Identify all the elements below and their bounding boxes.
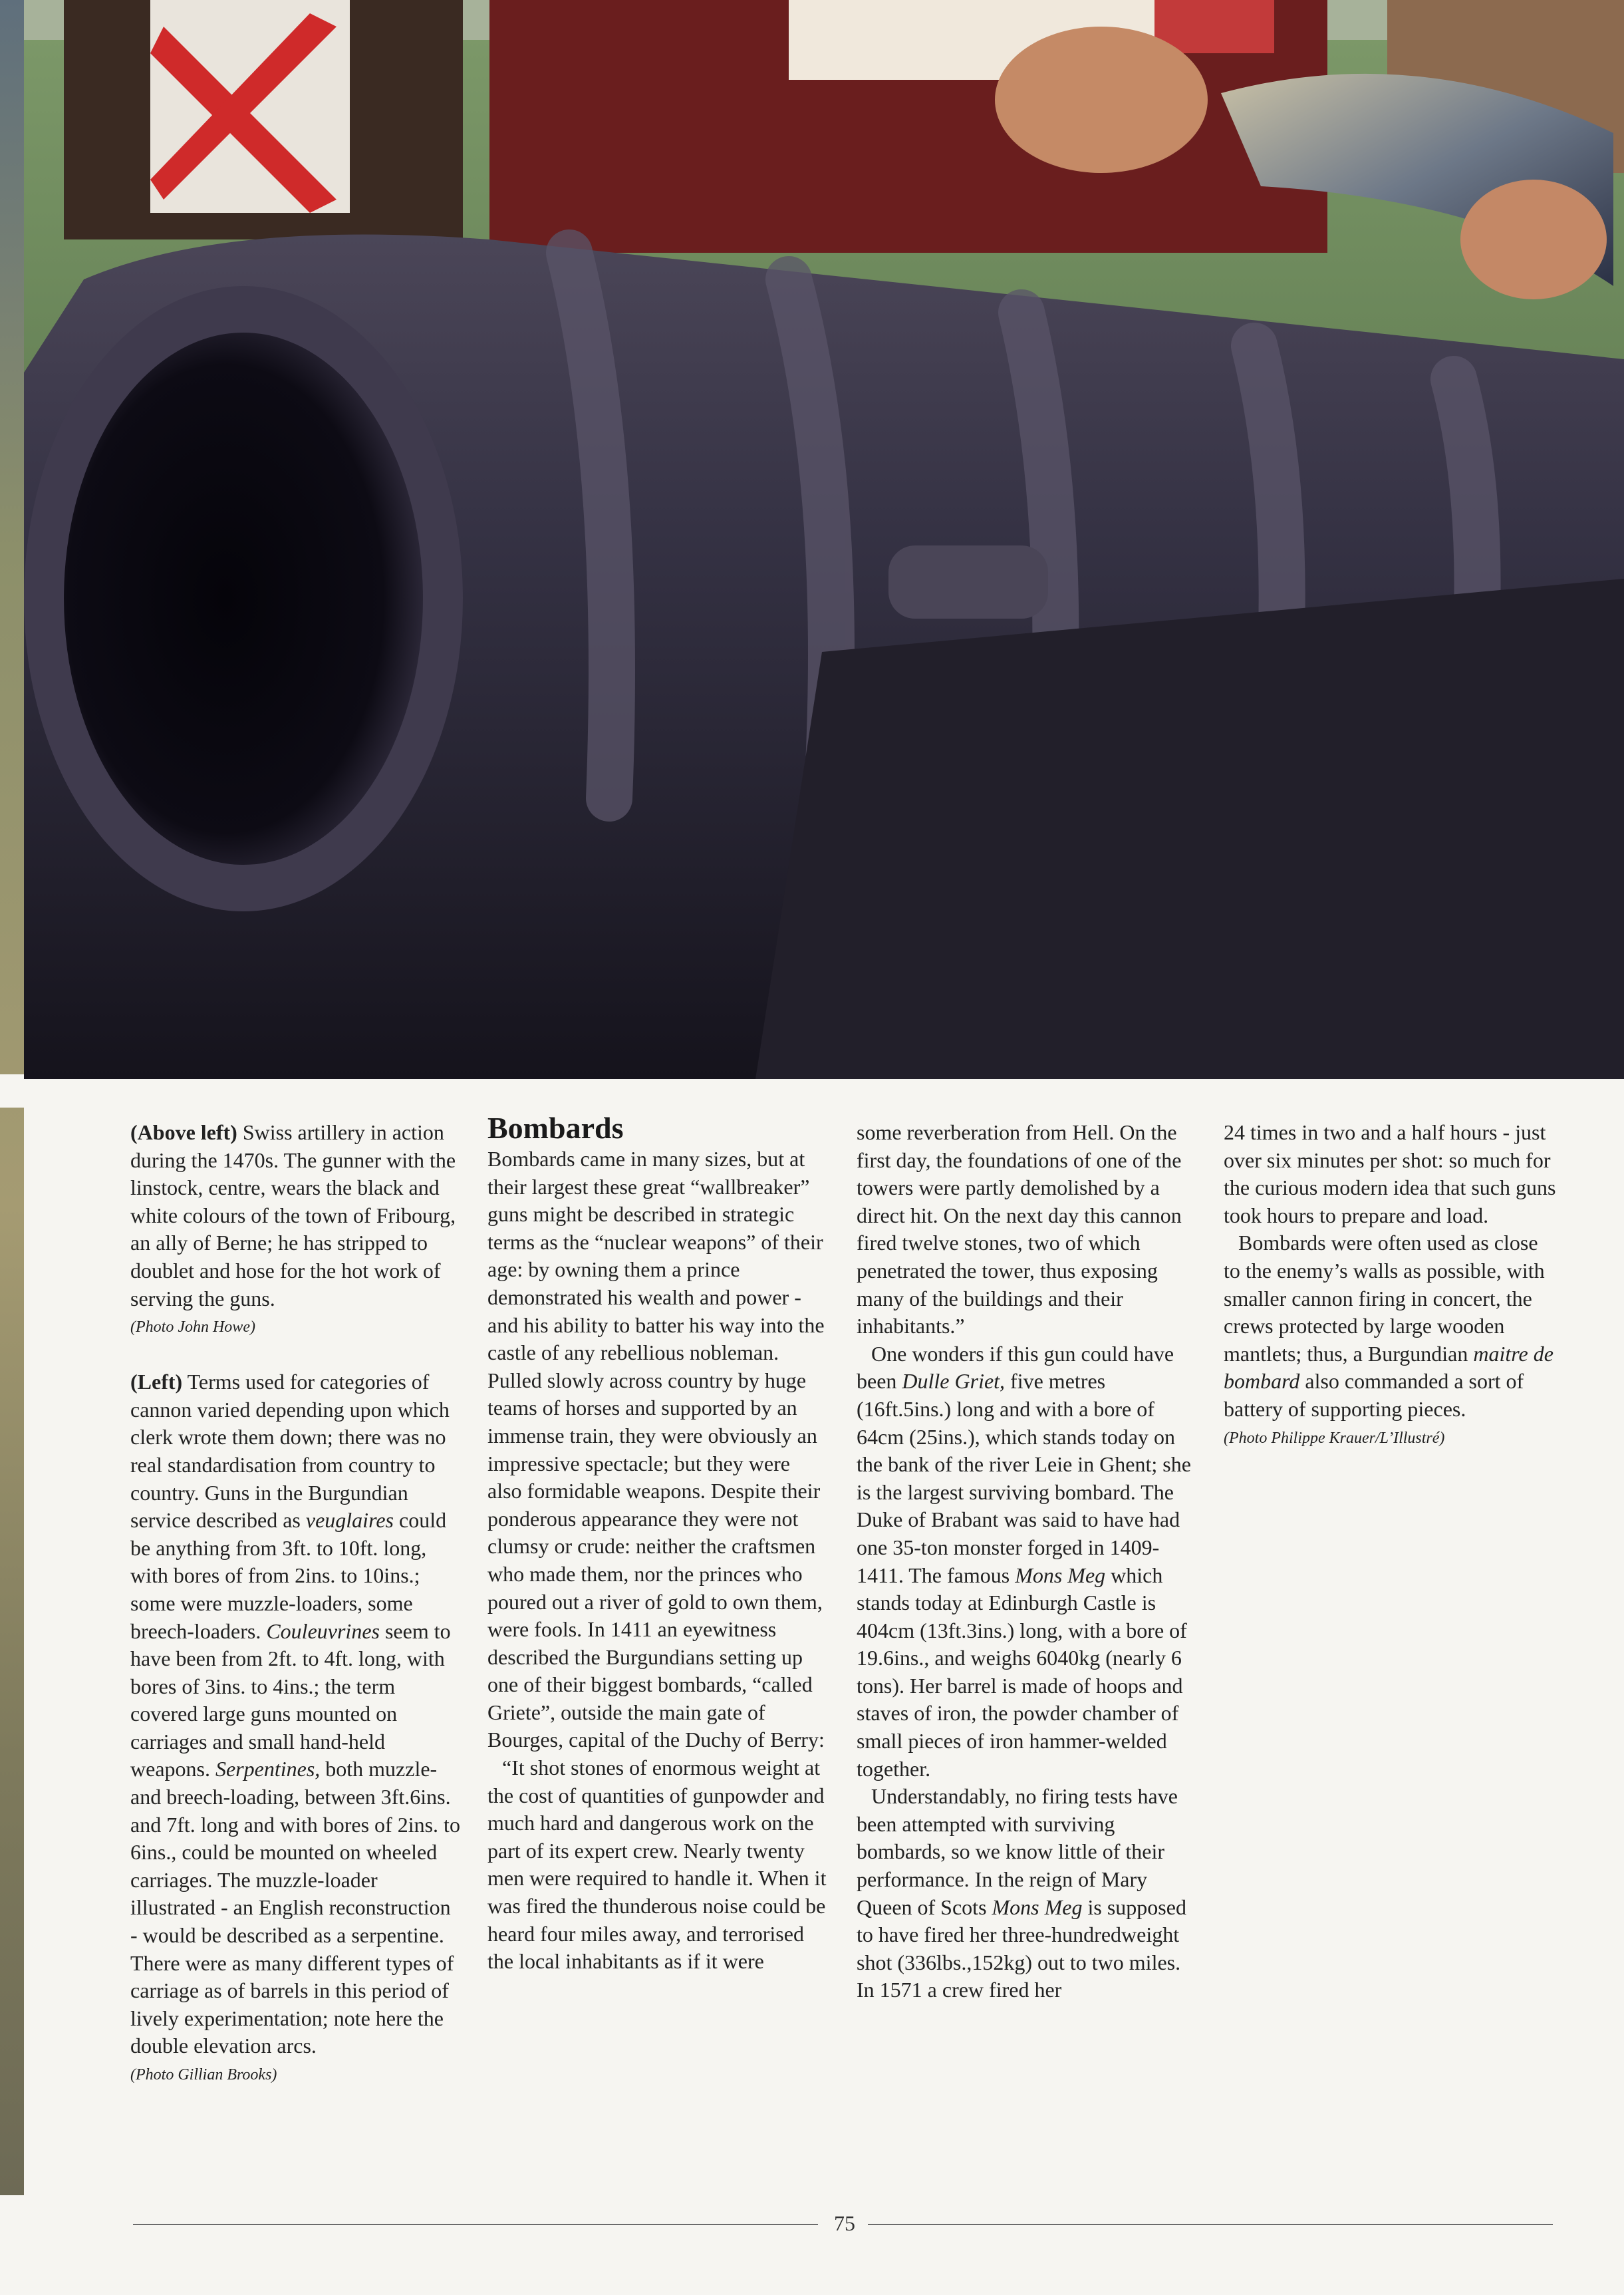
article-paragraph [1224,1229,1556,1423]
text-run: One wonders if this gun could have been [857,1341,1174,1394]
article-column-1 [487,1111,827,1976]
caption-left [130,1368,463,2087]
page-number: 75 [834,2211,855,2235]
photo-credit: (Photo Philippe Krauer/L’Illustré) [1224,1429,1445,1447]
text-run: five metres (16ft.5ins.) long and with a bore of 64cm (25ins.), which stands today on the bank of the river Leie in Ghent; she is the largest surviving bombard. The Duke of Brabant was said to have had one 35-ton monster forged in 1409-1411. The famous [857,1369,1191,1587]
photo-credit: (Photo Gillian Brooks) [130,2066,277,2083]
article-paragraph: some reverberation from Hell. On the first day, the foundations of one of the towers were partly demolished by a direct hit. On the next day this cannon fired twelve stones, two of which penetrated the tower, thus exposing many of the buildings and their inhabitants.” [857,1120,1182,1338]
caption-text: seem to have been from 2ft. to 4ft. long, with bores of 3ins. to 4ins.; the term covered large guns mounted on carriages and small hand-held weapons. [130,1618,451,1781]
term-italic: Couleuvrines [266,1618,380,1643]
article-column-3 [1224,1119,1556,1450]
article-paragraph: Bombards came in many sizes, but at their largest these great “wallbreaker” guns might be described in strategic terms as the “nuclear weapons” of their age: by owning them a prince demonstrated his wealth and power - and his ability to batter his way into the castle of any rebellious nobleman. Pulled slowly across country by huge teams of horses and supported by an immense train, they were obviously an impressive spectacle; but they were also formidable weapons. Despite their ponderous appearance they were not clumsy or crude: neither the craftsmen who made them, nor the princes who poured out a river of gold to own them, were fools. In 1411 an eyewitness described the Burgundians setting up one of their biggest bombards, “called Griete”, outside the main gate of Bourges, capital of the Duchy of Berry: [487,1147,825,1752]
article-paragraph: 24 times in two and a half hours - just over six minutes per shot: so much for the curious modern idea that such guns took hours to prepare and load. [1224,1120,1556,1227]
footer-rule-left [133,2224,818,2225]
facing-page-gap [0,1074,24,1108]
term-italic: veuglaires [305,1508,394,1533]
caption-lead: (Left) [130,1370,183,1394]
text-run: which stands today at Edinburgh Castle is 404cm (13ft.3ins.) long, with a bore of 19.6ins., and weighs 6040kg (nearly 6 tons). Her barrel is made of hoops and staves of iron, the powder chamber of small pieces of iron hammer-welded together. [857,1563,1187,1781]
section-heading: Bombards [487,1111,624,1145]
article-column-2 [857,1119,1196,2004]
photo-credit: (Photo John Howe) [130,1318,255,1336]
article-paragraph: “It shot stones of enormous weight at the cost of quantities of gunpowder and much hard and dangerous work on the part of its expert crew. Nearly twenty men were required to handle it. When it was fired the thunderous noise could be heard four miles away, and terrorised the local inhabitants as if it were [487,1756,827,1974]
text-run: Understandably, no firing tests have been attempted with surviving bombards, so we know little of their performance. In the reign of Mary Queen of Scots [857,1784,1178,1919]
caption-column [130,1119,463,2087]
footer-rule-right [868,2224,1553,2225]
gun-name-italic: Mons Meg [1015,1563,1106,1587]
caption-text: could be anything from 3ft. to 10ft. long, with bores of from 2ins. to 10ins.; some were muzzle-loaders, some breech-loaders. [130,1508,447,1643]
article-paragraph [857,1783,1196,2004]
cannon-illustration [24,0,1624,1079]
gun-name-italic: Dulle Griet, [902,1369,1006,1394]
caption-text: Swiss artillery in action during the 1470s. The gunner with the linstock, centre, wears the black and white colours of the town of Fribourg, an ally of Berne; he has stripped to doublet and hose for the hot work of serving the guns. [130,1120,456,1310]
cannon-photograph [24,0,1624,1079]
caption-text: both muzzle-and breech-loading, between 3ft.6ins. and 7ft. long and with bores of 2ins. to 6ins., could be mounted on wheeled carriages. The muzzle-loader illustrated - an English reconstruction - would be described as a serpentine. There were as many different types of carriage as of barrels in this period of lively experimentation; note here the double elevation arcs. [130,1757,460,2058]
article-paragraph [857,1340,1196,1783]
text-run: Bombards were often used as close to the enemy’s walls as possible, with smaller cannon firing in concert, the crews protected by large wooden mantlets; thus, a Burgundian [1224,1231,1545,1366]
caption-spacer [130,1339,463,1368]
caption-text: Terms used for categories of cannon varied depending upon which clerk wrote them down; there was no real standardisation from country to country. Guns in the Burgundian service described as [130,1370,450,1533]
caption-above-left [130,1119,463,1339]
gun-name-italic: Mons Meg [992,1895,1083,1919]
term-italic: maitre de bombard [1224,1341,1554,1394]
text-run: is supposed to have fired her three-hundredweight shot (336lbs.,152kg) out to two miles. In 1571 a crew fired her [857,1895,1186,2002]
text-run: also commanded a sort of battery of supporting pieces. [1224,1369,1524,1421]
caption-lead: (Above left) [130,1120,237,1144]
term-italic: Serpentines, [215,1757,321,1781]
